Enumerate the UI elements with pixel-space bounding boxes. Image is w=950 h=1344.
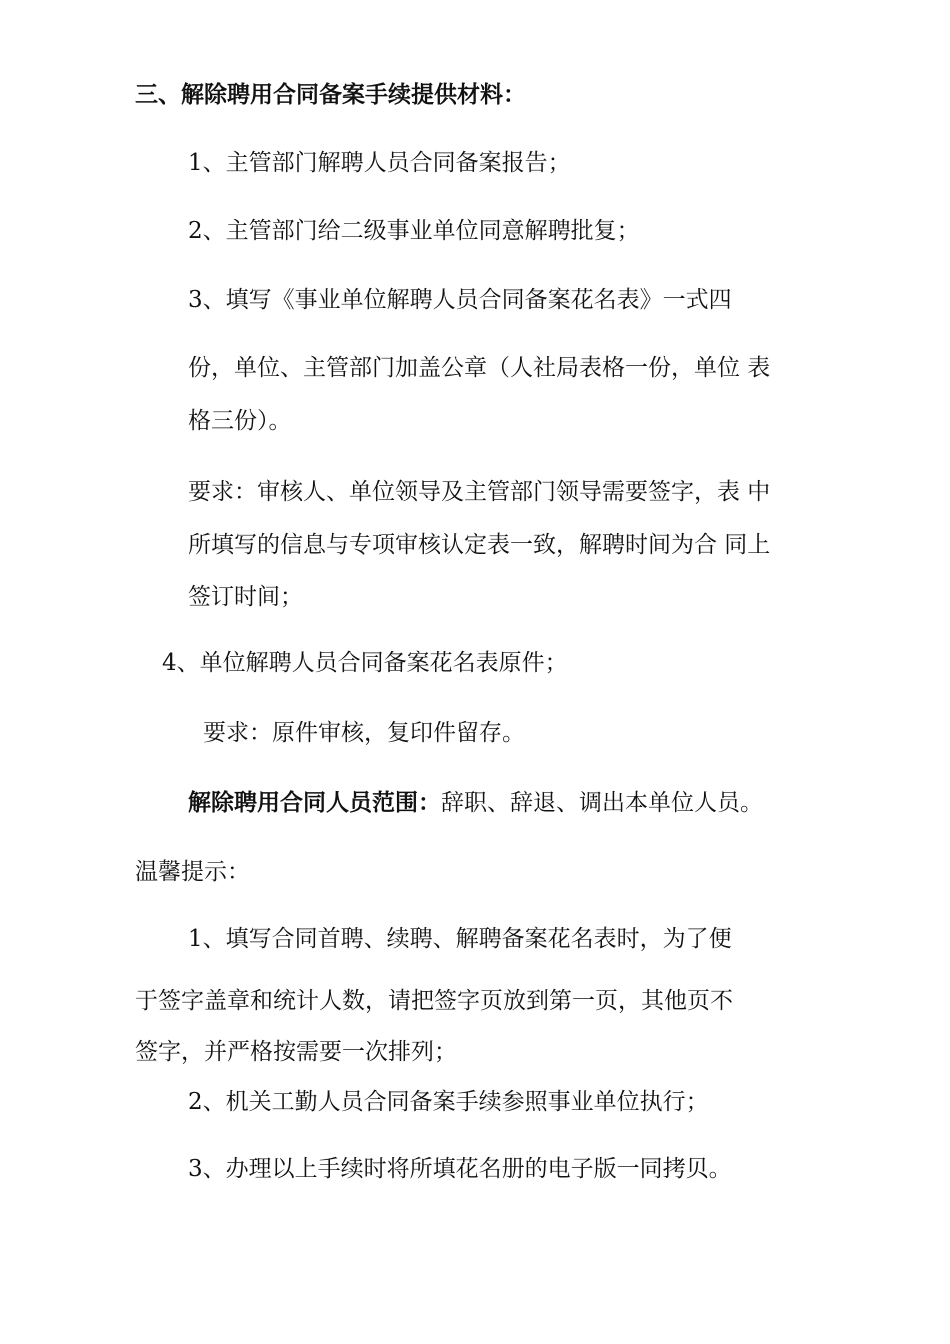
material-item-3: 3、填写《事业单位解聘人员合同备案花名表》一式四 [188,287,732,313]
material-item-4: 4、单位解聘人员合同备案花名表原件； [162,650,568,676]
tip-3: 3、办理以上手续时将所填花名册的电子版一同拷贝。 [188,1156,732,1182]
material-item-3-continuation-1: 份，单位、主管部门加盖公章（人社局表格一份，单位 表 [188,355,771,381]
tip-1-line-3: 签字，并严格按需要一次排列； [135,1039,457,1065]
requirement-1-line-3: 签订时间； [188,584,303,610]
tips-heading: 温馨提示： [135,859,250,885]
scope-label: 解除聘用合同人员范围： [188,790,441,816]
requirement-1-line-2: 所填写的信息与专项审核认定表一致，解聘时间为合 同上 [188,532,771,558]
scope-text: 辞职、辞退、调出本单位人员。 [441,790,763,816]
requirement-2: 要求：原件审核，复印件留存。 [203,720,525,746]
scope-line [188,788,763,818]
material-item-3-continuation-2: 格三份）。 [188,408,292,434]
tip-2: 2、机关工勤人员合同备案手续参照事业单位执行； [188,1089,709,1115]
tip-1-line-2: 于签字盖章和统计人数，请把签字页放到第一页，其他页不 [135,988,733,1014]
tip-1-line-1: 1、填写合同首聘、续聘、解聘备案花名表时，为了便 [188,926,732,952]
section-heading: 三、解除聘用合同备案手续提供材料： [135,82,526,108]
material-item-2: 2、主管部门给二级事业单位同意解聘批复； [188,218,640,244]
material-item-1: 1、主管部门解聘人员合同备案报告； [188,150,571,176]
requirement-1-line-1: 要求：审核人、单位领导及主管部门领导需要签字，表 中 [188,479,771,505]
